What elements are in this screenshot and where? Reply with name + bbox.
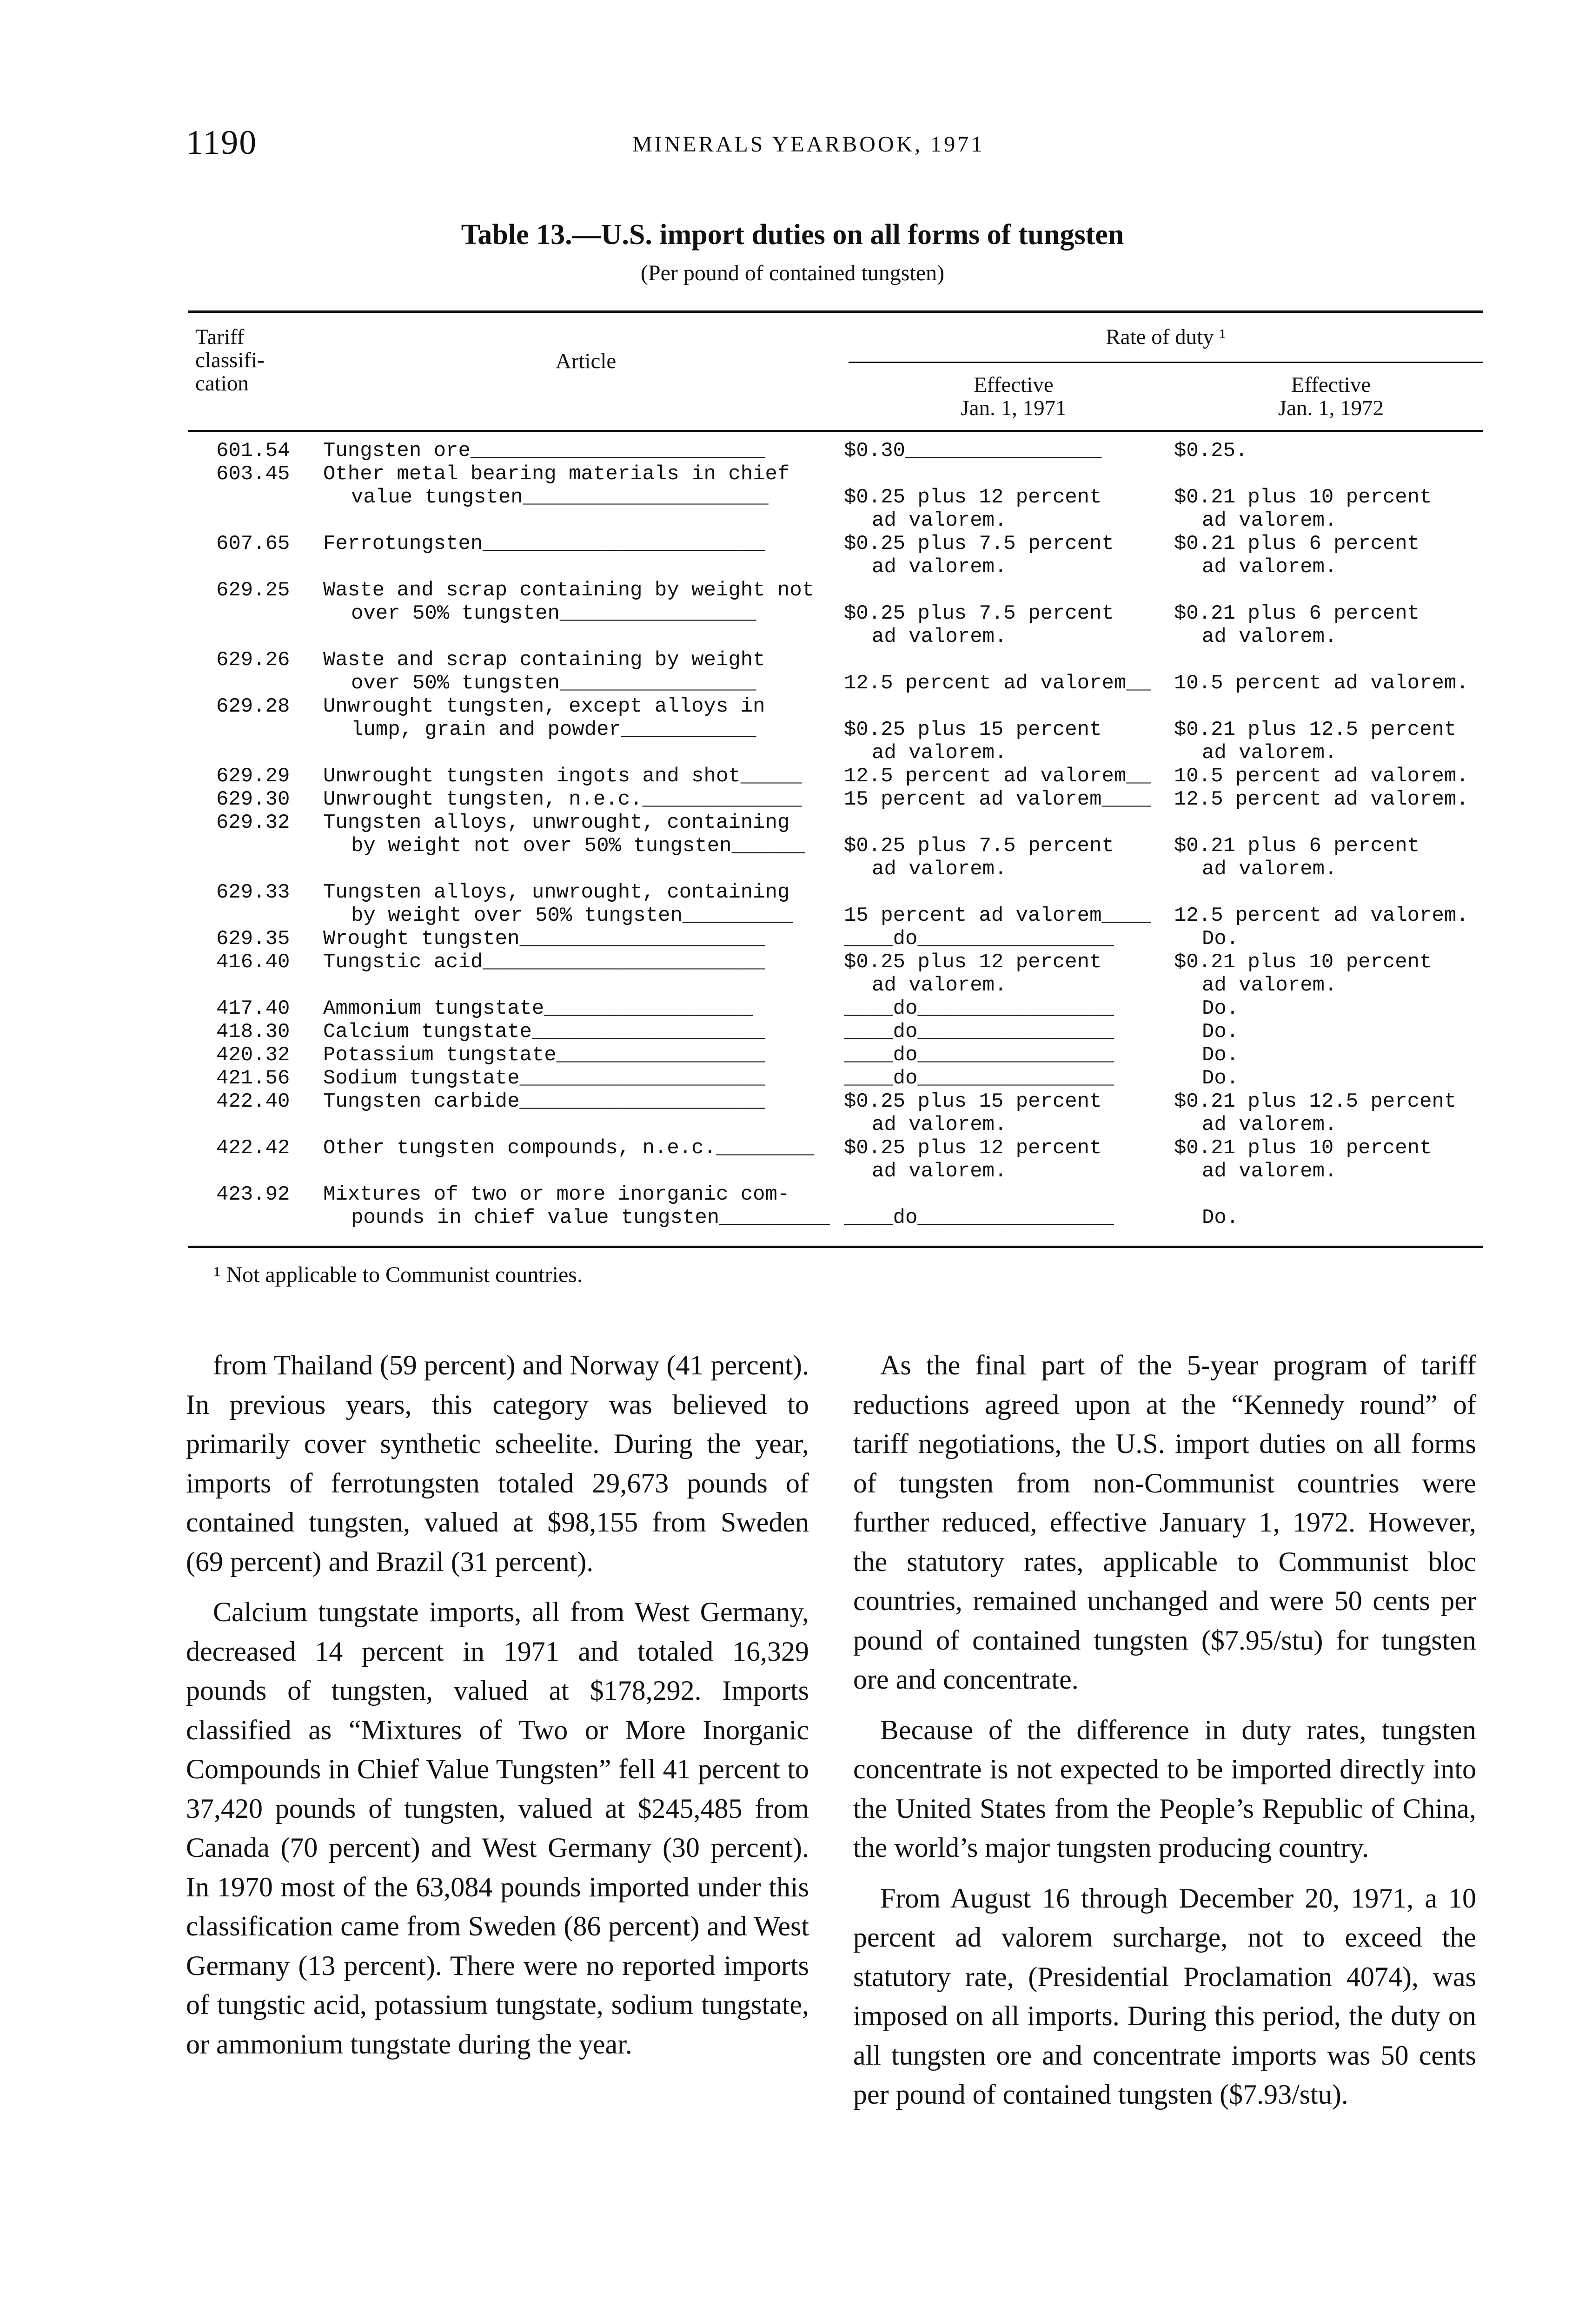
- table-row: [188, 997, 1483, 1020]
- tariff-code: 603.45: [216, 462, 290, 486]
- rate-1972-line: 12.5 percent ad valorem.: [1174, 904, 1469, 927]
- table-row: [188, 1136, 1483, 1183]
- rate-1972-cell: [1174, 462, 1483, 532]
- article-line: Wrought tungsten____________________: [323, 927, 765, 951]
- rate-1971-cell: [844, 927, 1174, 951]
- paragraph: From August 16 through December 20, 1971, a 10 percent ad valorem surcharge, not to exceed the statutory rate, (Presidential Proclamation 4074), was imposed on all imports. During this period, the duty on all tungsten ore and concentrate imports was 50 cents per pound of contained tungsten ($7.93/stu).: [853, 1882, 1476, 2110]
- paragraph: from Thailand (59 percent) and Norway (41 percent). In previous years, this category was believed to primarily cover synthetic scheelite. During the year, imports of ferrotungsten totaled 29,673 pounds of contained tungsten, valued at $98,155 from Sweden (69 percent) and Brazil (31 percent).: [186, 1350, 809, 1577]
- rate-1972-line: ad valorem.: [1202, 1113, 1337, 1136]
- rate-1971-cell: [844, 951, 1174, 997]
- tariff-code: 629.28: [216, 695, 290, 718]
- rate-of-duty-header: Rate of duty ¹: [1106, 325, 1226, 349]
- tariff-code: 416.40: [216, 951, 290, 974]
- rate-1972-line: [1174, 1183, 1483, 1206]
- article-line: Unwrought tungsten, except alloys in: [323, 695, 765, 718]
- rate-1971-cell: [844, 648, 1174, 695]
- rate-1971-line: [844, 462, 1174, 486]
- rate-1971-cell: [844, 532, 1174, 579]
- rate-1971-line: $0.25 plus 12 percent: [844, 1136, 1102, 1160]
- tariff-code: 629.32: [216, 811, 290, 834]
- article-cell: [323, 648, 844, 695]
- article-line: Ammonium tungstate_________________: [323, 997, 753, 1020]
- rate-1971-line: ad valorem.: [872, 741, 1007, 765]
- rate-1971-line: ____do________________: [844, 1020, 1114, 1043]
- article-line: over 50% tungsten________________: [351, 602, 756, 625]
- article-line: Ferrotungsten_______________________: [323, 532, 765, 555]
- article-line: Calcium tungstate___________________: [323, 1020, 765, 1043]
- article-cell: [323, 765, 844, 788]
- tariff-code: 601.54: [216, 439, 290, 462]
- article-cell: [323, 1090, 844, 1136]
- article-line: value tungsten____________________: [351, 486, 769, 509]
- paragraph: As the final part of the 5-year program of tariff reductions agreed upon at the “Kennedy round” of tariff negotiations, the U.S. import duties on all forms of tungsten from non-Communist countries were further reduced, effective January 1, 1972. However, the statutory rates, applicable to Communist bloc countries, remained unchanged and were 50 cents per pound of contained tungsten ($7.95/stu) for tungsten ore and concentrate.: [853, 1350, 1476, 1695]
- rate-1972-line: $0.21 plus 10 percent: [1174, 1136, 1432, 1160]
- article-line: over 50% tungsten________________: [351, 672, 756, 695]
- rate-1971-line: [844, 695, 1174, 718]
- article-line: lump, grain and powder___________: [351, 718, 756, 741]
- rate-1972-line: [1174, 462, 1483, 486]
- tariff-code: 629.30: [216, 788, 290, 811]
- table-row: [188, 1183, 1483, 1229]
- rate-1972-line: $0.21 plus 10 percent: [1174, 486, 1432, 509]
- tariff-code: 418.30: [216, 1020, 290, 1043]
- rate-1972-line: [1174, 579, 1483, 602]
- rate-1971-cell: [844, 1067, 1174, 1090]
- rate-1972-line: Do.: [1202, 927, 1239, 951]
- rate-1972-line: ad valorem.: [1202, 858, 1337, 881]
- rate-1972-cell: [1174, 1136, 1483, 1183]
- table-subtitle: (Per pound of contained tungsten): [640, 261, 945, 285]
- rate-1972-cell: [1174, 1090, 1483, 1136]
- rate-1971-cell: [844, 1043, 1174, 1067]
- rate-1971-cell: [844, 462, 1174, 532]
- rate-1972-cell: [1174, 765, 1483, 788]
- rate-1971-line: $0.25 plus 12 percent: [844, 486, 1102, 509]
- rate-1972-cell: [1174, 951, 1483, 997]
- rate-1972-line: ad valorem.: [1202, 555, 1337, 579]
- rate-1972-line: $0.21 plus 12.5 percent: [1174, 718, 1457, 741]
- rate-1971-cell: [844, 997, 1174, 1020]
- rate-1971-line: ____do________________: [844, 927, 1114, 951]
- rate-1972-line: $0.21 plus 6 percent: [1174, 602, 1420, 625]
- tariff-code: 629.33: [216, 881, 290, 904]
- effective-1972-header-line: Jan. 1, 1972: [1278, 396, 1384, 420]
- effective-1971-header-line: Jan. 1, 1971: [961, 396, 1067, 420]
- rate-1971-line: ____do________________: [844, 1067, 1114, 1090]
- rate-1971-line: ad valorem.: [872, 974, 1007, 997]
- table-row: [188, 881, 1483, 927]
- article-line: Tungsten alloys, unwrought, containing: [323, 811, 790, 834]
- rate-1971-line: 12.5 percent ad valorem__: [844, 765, 1151, 788]
- running-head: MINERALS YEARBOOK, 1971: [632, 132, 985, 157]
- table-row: [188, 695, 1483, 765]
- rate-1971-line: ad valorem.: [872, 625, 1007, 648]
- rate-1971-line: ad valorem.: [872, 858, 1007, 881]
- article-cell: [323, 951, 844, 997]
- article-cell: [323, 788, 844, 811]
- table-bottom-rule: [188, 1246, 1483, 1248]
- rate-1972-line: Do.: [1202, 1020, 1239, 1043]
- tariff-code: 629.26: [216, 648, 290, 672]
- rate-1971-line: $0.25 plus 7.5 percent: [844, 602, 1114, 625]
- rate-1972-line: 12.5 percent ad valorem.: [1174, 788, 1469, 811]
- article-line: Waste and scrap containing by weight: [323, 648, 765, 672]
- rate-1972-cell: [1174, 579, 1483, 648]
- rate-1971-line: 15 percent ad valorem____: [844, 788, 1151, 811]
- page-header: [186, 123, 1488, 165]
- rate-1972-line: Do.: [1202, 1206, 1239, 1229]
- tariff-code: 422.42: [216, 1136, 290, 1160]
- rate-1972-cell: [1174, 788, 1483, 811]
- rate-1972-line: ad valorem.: [1202, 741, 1337, 765]
- article-header: Article: [555, 349, 617, 373]
- table-row: [188, 439, 1483, 462]
- page-number: 1190: [186, 124, 258, 162]
- rate-1972-line: 10.5 percent ad valorem.: [1174, 765, 1469, 788]
- rate-1971-line: [844, 881, 1174, 904]
- article-cell: [323, 439, 844, 462]
- tariff-header-line: Tariff: [195, 325, 245, 349]
- rate-1971-cell: [844, 811, 1174, 881]
- rate-1972-line: [1174, 811, 1483, 834]
- table-row: [188, 765, 1483, 788]
- rate-1971-line: 12.5 percent ad valorem__: [844, 672, 1151, 695]
- article-line: by weight over 50% tungsten_________: [351, 904, 793, 927]
- rate-1971-line: [844, 648, 1174, 672]
- rate-1971-line: [844, 579, 1174, 602]
- rate-header-rule: [849, 362, 1483, 363]
- table-row: [188, 1020, 1483, 1043]
- article-line: Tungsten carbide____________________: [323, 1090, 765, 1113]
- table-row: [188, 532, 1483, 579]
- rate-1972-cell: [1174, 1067, 1483, 1090]
- rate-1972-line: 10.5 percent ad valorem.: [1174, 672, 1469, 695]
- rate-1972-cell: [1174, 439, 1483, 462]
- table-row: [188, 811, 1483, 881]
- rate-1971-line: $0.30________________: [844, 439, 1102, 462]
- rate-1971-line: ad valorem.: [872, 555, 1007, 579]
- rate-1972-line: $0.21 plus 6 percent: [1174, 532, 1420, 555]
- article-cell: [323, 462, 844, 532]
- effective-1972-header: [1179, 373, 1483, 420]
- rate-1972-line: $0.25.: [1174, 439, 1248, 462]
- rate-1972-line: Do.: [1202, 997, 1239, 1020]
- article-cell: [323, 881, 844, 927]
- rate-1971-cell: [844, 1020, 1174, 1043]
- effective-1972-header-line: Effective: [1291, 373, 1371, 397]
- table-row: [188, 579, 1483, 648]
- rate-1971-cell: [844, 1136, 1174, 1183]
- rate-1972-cell: [1174, 1043, 1483, 1067]
- article-cell: [323, 811, 844, 881]
- tariff-code: 629.29: [216, 765, 290, 788]
- article-line: Unwrought tungsten ingots and shot_____: [323, 765, 802, 788]
- rate-1972-line: Do.: [1202, 1043, 1239, 1067]
- rate-1971-line: $0.25 plus 12 percent: [844, 951, 1102, 974]
- tariff-header-line: classifi-: [195, 348, 265, 372]
- article-line: Tungsten ore________________________: [323, 439, 765, 462]
- rate-1972-cell: [1174, 811, 1483, 881]
- rate-1971-line: ad valorem.: [872, 1160, 1007, 1183]
- rate-1971-line: ____do________________: [844, 997, 1114, 1020]
- effective-1971-header-line: Effective: [974, 373, 1054, 397]
- tariff-code: 629.25: [216, 579, 290, 602]
- rate-1971-cell: [844, 695, 1174, 765]
- rate-1971-line: ____do________________: [844, 1043, 1114, 1067]
- rate-1971-line: 15 percent ad valorem____: [844, 904, 1151, 927]
- article-cell: [323, 1183, 844, 1229]
- table-row: [188, 951, 1483, 997]
- article-line: Mixtures of two or more inorganic com-: [323, 1183, 790, 1206]
- rate-1971-cell: [844, 765, 1174, 788]
- rate-1972-line: ad valorem.: [1202, 625, 1337, 648]
- rate-1972-line: [1174, 648, 1483, 672]
- article-line: Other metal bearing materials in chief: [323, 462, 790, 486]
- article-line: Unwrought tungsten, n.e.c._____________: [323, 788, 802, 811]
- paragraph: Calcium tungstate imports, all from West Germany, decreased 14 percent in 1971 and totaled 16,329 pounds of tungsten, valued at $178,292. Imports classified as “Mixtures of Two or More Inorganic Compounds in Chief Value Tungsten” fell 41 percent to 37,420 pounds of tungsten, valued at $245,485 from Canada (70 percent) and West Germany (30 percent). In 1970 most of the 63,084 pounds imported under this classification came from Sweden (86 percent) and West Germany (13 percent). There were no reported imports of tungstic acid, potassium tungstate, sodium tungstate, or ammonium tungstate during the year.: [186, 1597, 809, 2060]
- article-line: Waste and scrap containing by weight not: [323, 579, 815, 602]
- rate-1971-cell: [844, 1183, 1174, 1229]
- rate-1971-cell: [844, 439, 1174, 462]
- tariff-header: [195, 325, 325, 395]
- rate-1971-cell: [844, 881, 1174, 927]
- rate-1971-line: $0.25 plus 7.5 percent: [844, 532, 1114, 555]
- tariff-code: 422.40: [216, 1090, 290, 1113]
- article-line: Tungstic acid_______________________: [323, 951, 765, 974]
- article-cell: [323, 997, 844, 1020]
- rate-1971-line: $0.25 plus 15 percent: [844, 1090, 1102, 1113]
- body-column-left: [186, 1346, 809, 2064]
- duty-table-body: [188, 439, 1483, 1229]
- tariff-code: 417.40: [216, 997, 290, 1020]
- rate-1971-line: [844, 811, 1174, 834]
- table-row: [188, 788, 1483, 811]
- article-cell: [323, 579, 844, 648]
- table-title: Table 13.—U.S. import duties on all forms of tungsten: [461, 219, 1124, 251]
- article-line: by weight not over 50% tungsten______: [351, 834, 805, 858]
- table-row: [188, 648, 1483, 695]
- rate-1972-line: [1174, 881, 1483, 904]
- tariff-code: 423.92: [216, 1183, 290, 1206]
- effective-1971-header: [849, 373, 1179, 420]
- header-bottom-rule: [188, 430, 1483, 432]
- article-line: Tungsten alloys, unwrought, containing: [323, 881, 790, 904]
- rate-1972-cell: [1174, 648, 1483, 695]
- body-column-right: [853, 1346, 1476, 2114]
- rate-1971-cell: [844, 788, 1174, 811]
- rate-1972-line: ad valorem.: [1202, 1160, 1337, 1183]
- article-line: Sodium tungstate____________________: [323, 1067, 765, 1090]
- table-footnote: ¹ Not applicable to Communist countries.: [214, 1262, 583, 1287]
- tariff-header-line: cation: [195, 371, 249, 396]
- table-row: [188, 1090, 1483, 1136]
- table-row: [188, 1043, 1483, 1067]
- rate-1972-line: $0.21 plus 6 percent: [1174, 834, 1420, 858]
- rate-1971-line: ad valorem.: [872, 509, 1007, 532]
- tariff-code: 607.65: [216, 532, 290, 555]
- rate-1972-cell: [1174, 997, 1483, 1020]
- tariff-code: 420.32: [216, 1043, 290, 1067]
- article-cell: [323, 1043, 844, 1067]
- rate-1972-cell: [1174, 1020, 1483, 1043]
- table-top-rule: [188, 310, 1483, 313]
- rate-1972-cell: [1174, 927, 1483, 951]
- article-line: Other tungsten compounds, n.e.c.________: [323, 1136, 815, 1160]
- article-cell: [323, 695, 844, 765]
- rate-1971-line: $0.25 plus 7.5 percent: [844, 834, 1114, 858]
- rate-1972-line: $0.21 plus 12.5 percent: [1174, 1090, 1457, 1113]
- tariff-code: 421.56: [216, 1067, 290, 1090]
- rate-1972-cell: [1174, 532, 1483, 579]
- rate-1971-cell: [844, 1090, 1174, 1136]
- article-cell: [323, 1020, 844, 1043]
- paragraph: Because of the difference in duty rates, tungsten concentrate is not expected to be imported directly into the United States from the People’s Republic of China, the world’s major tungsten producing country.: [853, 1714, 1476, 1863]
- rate-1972-cell: [1174, 881, 1483, 927]
- rate-1971-line: [844, 1183, 1174, 1206]
- rate-1972-cell: [1174, 695, 1483, 765]
- rate-1971-line: $0.25 plus 15 percent: [844, 718, 1102, 741]
- article-line: pounds in chief value tungsten_________: [351, 1206, 830, 1229]
- rate-1971-line: ad valorem.: [872, 1113, 1007, 1136]
- article-cell: [323, 1067, 844, 1090]
- article-line: Potassium tungstate_________________: [323, 1043, 765, 1067]
- rate-1971-cell: [844, 579, 1174, 648]
- rate-1972-line: ad valorem.: [1202, 974, 1337, 997]
- table-row: [188, 462, 1483, 532]
- rate-1972-line: [1174, 695, 1483, 718]
- article-cell: [323, 1136, 844, 1183]
- rate-1972-line: ad valorem.: [1202, 509, 1337, 532]
- rate-1972-line: $0.21 plus 10 percent: [1174, 951, 1432, 974]
- rate-1972-line: Do.: [1202, 1067, 1239, 1090]
- table-row: [188, 927, 1483, 951]
- table-row: [188, 1067, 1483, 1090]
- article-cell: [323, 532, 844, 579]
- tariff-code: 629.35: [216, 927, 290, 951]
- article-cell: [323, 927, 844, 951]
- rate-1972-cell: [1174, 1183, 1483, 1229]
- rate-1971-line: ____do________________: [844, 1206, 1114, 1229]
